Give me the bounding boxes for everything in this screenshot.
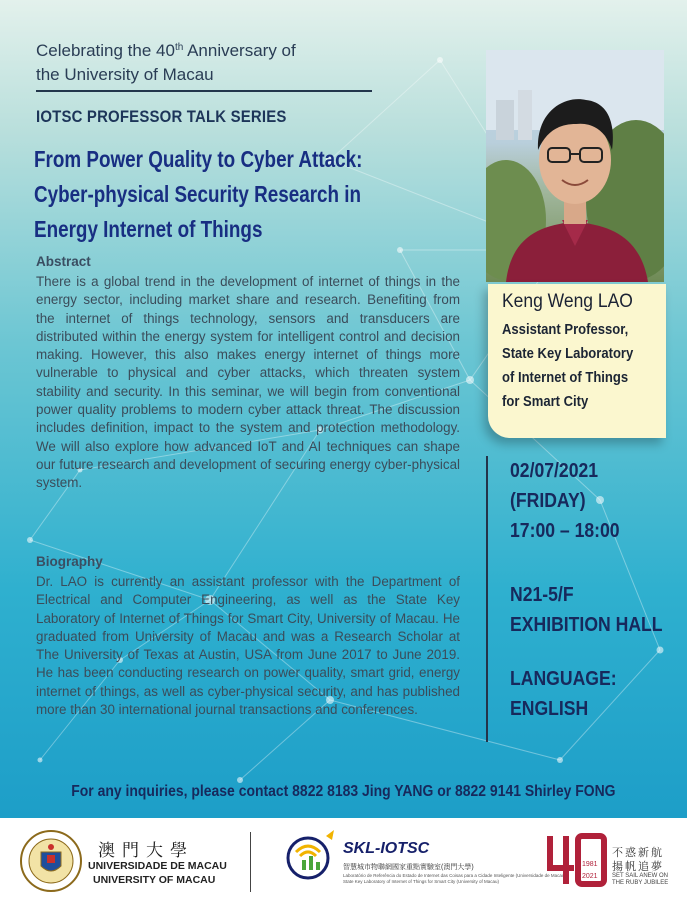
info-divider	[486, 456, 488, 742]
speaker-title-line: for Smart City	[502, 394, 589, 410]
series-title: IOTSC PROFESSOR TALK SERIES	[36, 107, 287, 126]
event-time: 17:00 – 18:00	[510, 520, 620, 542]
footer-logos	[0, 818, 687, 917]
header-rule	[36, 90, 372, 92]
anniversary-text-post: Anniversary of	[183, 41, 296, 60]
speaker-title-line: of Internet of Things	[502, 370, 629, 386]
biography-heading: Biography	[36, 554, 103, 569]
event-language-value: ENGLISH	[510, 698, 589, 720]
speaker-title-line: Assistant Professor,	[502, 322, 629, 338]
skl-english-name: State Key Laboratory of Internet of Things for Smart City (University of Macau)	[343, 879, 499, 884]
event-language-label: LANGUAGE:	[510, 668, 617, 690]
talk-title-line: Cyber-physical Security Research in	[34, 181, 362, 207]
um-english-name: UNIVERSITY OF MACAU	[93, 874, 216, 886]
speaker-photo	[486, 50, 664, 282]
event-venue-line-1: N21-5/F	[510, 584, 574, 606]
event-day: (FRIDAY)	[510, 490, 586, 512]
anniversary-ordinal: th	[174, 42, 184, 53]
anniversary-line-1	[36, 36, 366, 63]
jubilee-english-line-2: THE RUBY JUBILEE	[612, 880, 669, 886]
abstract-heading: Abstract	[36, 254, 91, 269]
skl-chinese-name: 智慧城市物聯網國家重點實驗室(澳門大學)	[343, 864, 474, 871]
skl-iotsc-logo-icon	[282, 826, 340, 882]
inquiry-text: For any inquiries, please contact 8822 8183 Jing YANG or 8822 9141 Shirley FONG	[71, 783, 616, 800]
university-of-macau-crest-icon	[20, 830, 82, 892]
event-venue-line-2: EXHIBITION HALL	[510, 614, 663, 636]
um-chinese-name: 澳門大學	[98, 841, 194, 861]
talk-title-line: Energy Internet of Things	[34, 216, 263, 242]
ruby-jubilee-40-logo-icon	[546, 828, 608, 890]
jubilee-chinese-line-2: 揚帆追夢	[612, 861, 664, 873]
talk-title-line: From Power Quality to Cyber Attack:	[34, 146, 363, 172]
talk-title	[34, 142, 411, 247]
um-portuguese-name: UNIVERSIDADE DE MACAU	[88, 860, 227, 872]
anniversary-line-2: the University of Macau	[36, 65, 214, 84]
inquiry-contact	[0, 783, 687, 801]
event-language	[510, 664, 617, 724]
anniversary-text-pre: Celebrating the 40	[36, 41, 175, 60]
skl-portuguese-name: Laboratório de Referência do Estado de Internet das Coisas para a Cidade Inteligente (Universidade de Macau)	[343, 873, 566, 878]
footer-separator	[250, 832, 251, 892]
event-datetime	[510, 456, 620, 546]
speaker-card	[488, 284, 666, 438]
event-venue	[510, 580, 663, 640]
biography-text: Dr. LAO is currently an assistant professor with the Department of Electrical and Computer Engineering, as well as the State Key Laboratory of Internet of Things for Smart City, University of Macau. He graduated from University of Macau and was a Research Scholar at The University of Texas at Austin, USA from June 2017 to June 2019. He has been conducting research on power quality, smart grid, energy internet of things, as well as cyber-physical security, and has published more than 30 international journal transactions and conferences.	[36, 574, 460, 718]
anniversary-caption	[36, 36, 366, 87]
speaker-portrait-illustration	[486, 50, 664, 282]
jubilee-english-line-1: SET SAIL ANEW ON	[612, 873, 669, 879]
jubilee-year-end: 2021	[582, 873, 598, 880]
speaker-name: Keng Weng LAO	[502, 291, 633, 312]
event-date: 02/07/2021	[510, 460, 599, 482]
speaker-title-line: State Key Laboratory	[502, 346, 634, 362]
skl-iotsc-name: SKL-IOTSC	[343, 840, 430, 857]
abstract-text: There is a global trend in the development of internet of things in the energy sector, including market share and research. Benefiting from the internet of things technology, sensors and transducers are distributed within the energy system for intelligent control and decision making. However, this also makes energy internet of things more vulnerable to physical and cyber attacks, which threaten system stability and security. In this seminar, we will begin from conventional power quality problems to modern cyber attack threat. The discussion includes definition, impact to the system and protection methodology. We will also explore how advanced IoT and AI techniques can shape our future research and development of securing energy cyber-physical system.	[36, 274, 460, 491]
jubilee-year-start: 1981	[582, 861, 598, 868]
jubilee-chinese-line-1: 不惑新航	[612, 847, 664, 859]
